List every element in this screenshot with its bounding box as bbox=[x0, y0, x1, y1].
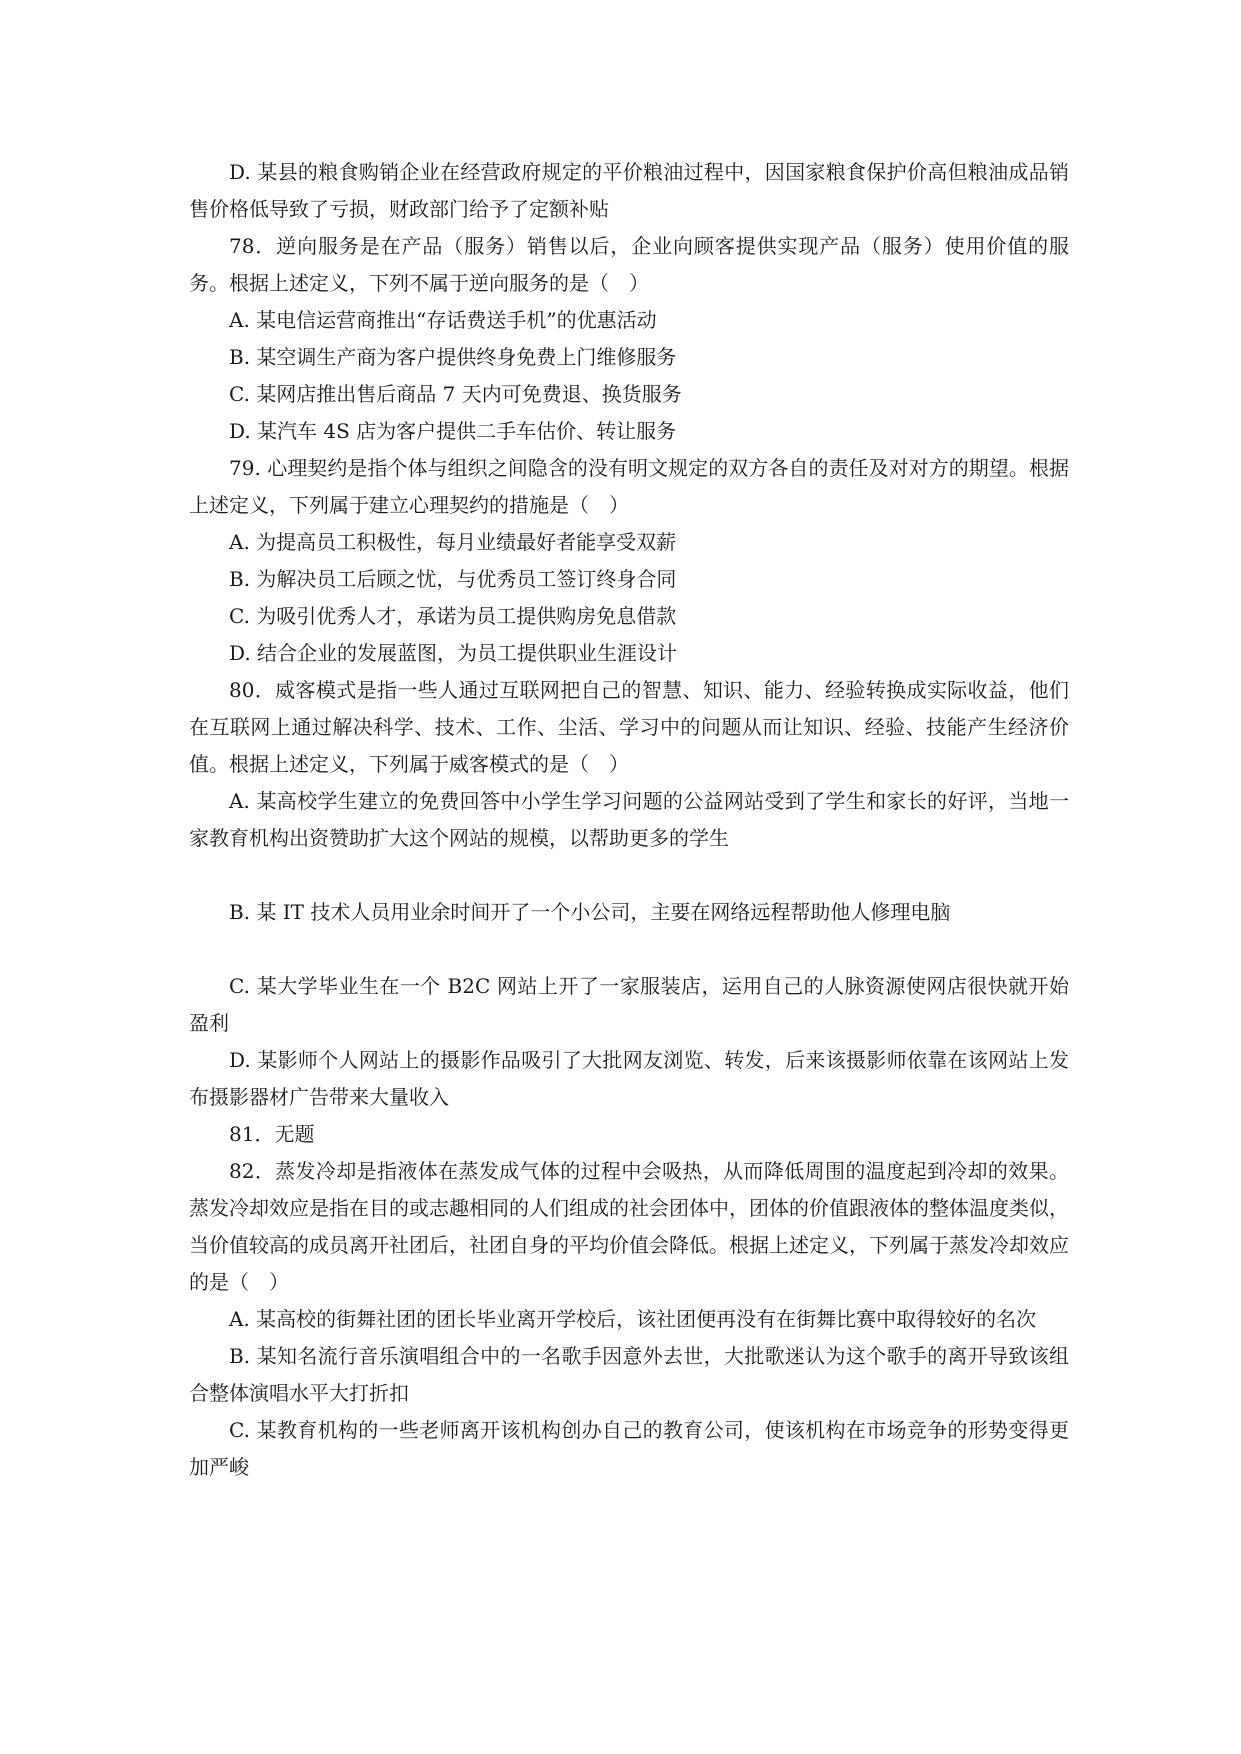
option-a-80: A. 某高校学生建立的免费回答中小学生学习问题的公益网站受到了学生和家长的好评，当地一家教育机构出资赞助扩大这个网站的规模，以帮助更多的学生 bbox=[189, 789, 1069, 850]
option-c-79: C. 为吸引优秀人才，承诺为员工提供购房免息借款 bbox=[229, 604, 677, 628]
option-b-82: B. 某知名流行音乐演唱组合中的一名歌手因意外去世，大批歌迷认为这个歌手的离开导致该组合整体演唱水平大打折扣 bbox=[189, 1344, 1069, 1405]
option-a-78: A. 某电信运营商推出“存话费送手机”的优惠活动 bbox=[229, 308, 657, 332]
option-d-79: D. 结合企业的发展蓝图，为员工提供职业生涯设计 bbox=[229, 641, 678, 665]
option-b-79: B. 为解决员工后顾之忧，与优秀员工签订终身合同 bbox=[229, 567, 677, 591]
option-b-78: B. 某空调生产商为客户提供终身免费上门维修服务 bbox=[229, 345, 677, 369]
option-d-80: D. 某影师个人网站上的摄影作品吸引了大批网友浏览、转发，后来该摄影师依靠在该网站上发布摄影器材广告带来大量收入 bbox=[189, 1048, 1069, 1109]
option-a-79: A. 为提高员工积极性，每月业绩最好者能享受双薪 bbox=[229, 530, 677, 554]
option-b-80: B. 某 IT 技术人员用业余时间开了一个小公司，主要在网络远程帮助他人修理电脑 bbox=[229, 900, 951, 924]
option-d-77: D. 某县的粮食购销企业在经营政府规定的平价粮油过程中，因国家粮食保护价高但粮油成品销售价格低导致了亏损，财政部门给予了定额补贴 bbox=[189, 160, 1069, 221]
option-c-82: C. 某教育机构的一些老师离开该机构创办自己的教育公司，使该机构在市场竞争的形势变得更加严峻 bbox=[189, 1418, 1069, 1479]
question-79: 79. 心理契约是指个体与组织之间隐含的没有明文规定的双方各自的责任及对对方的期望。根据上述定义，下列属于建立心理契约的措施是（ ） bbox=[189, 456, 1069, 517]
option-a-82: A. 某高校的街舞社团的团长毕业离开学校后，该社团便再没有在街舞比赛中取得较好的名次 bbox=[229, 1307, 1037, 1331]
question-80: 80．威客模式是指一些人通过互联网把自己的智慧、知识、能力、经验转换成实际收益，他们在互联网上通过解决科学、技术、工作、尘活、学习中的问题从而让知识、经验、技能产生经济价值。根据上述定义，下列属于威客模式的是（ ） bbox=[189, 678, 1069, 776]
option-d-78: D. 某汽车 4S 店为客户提供二手车估价、转让服务 bbox=[229, 419, 677, 443]
question-78: 78．逆向服务是在产品（服务）销售以后，企业向顾客提供实现产品（服务）使用价值的服务。根据上述定义，下列不属于逆向服务的是（ ） bbox=[189, 234, 1069, 295]
question-82: 82．蒸发冷却是指液体在蒸发成气体的过程中会吸热，从而降低周围的温度起到冷却的效果。蒸发冷却效应是指在目的或志趣相同的人们组成的社会团体中，团体的价值跟液体的整体温度类似，当价值较高的成员离开社团后，社团自身的平均价值会降低。根据上述定义，下列属于蒸发冷却效应的是（ ） bbox=[189, 1159, 1069, 1294]
option-c-80: C. 某大学毕业生在一个 B2C 网站上开了一家服装店，运用自己的人脉资源使网店很快就开始盈利 bbox=[189, 974, 1069, 1035]
document-body bbox=[189, 154, 1069, 1486]
question-81: 81．无题 bbox=[229, 1122, 315, 1146]
option-c-78: C. 某网店推出售后商品 7 天内可免费退、换货服务 bbox=[229, 382, 682, 406]
